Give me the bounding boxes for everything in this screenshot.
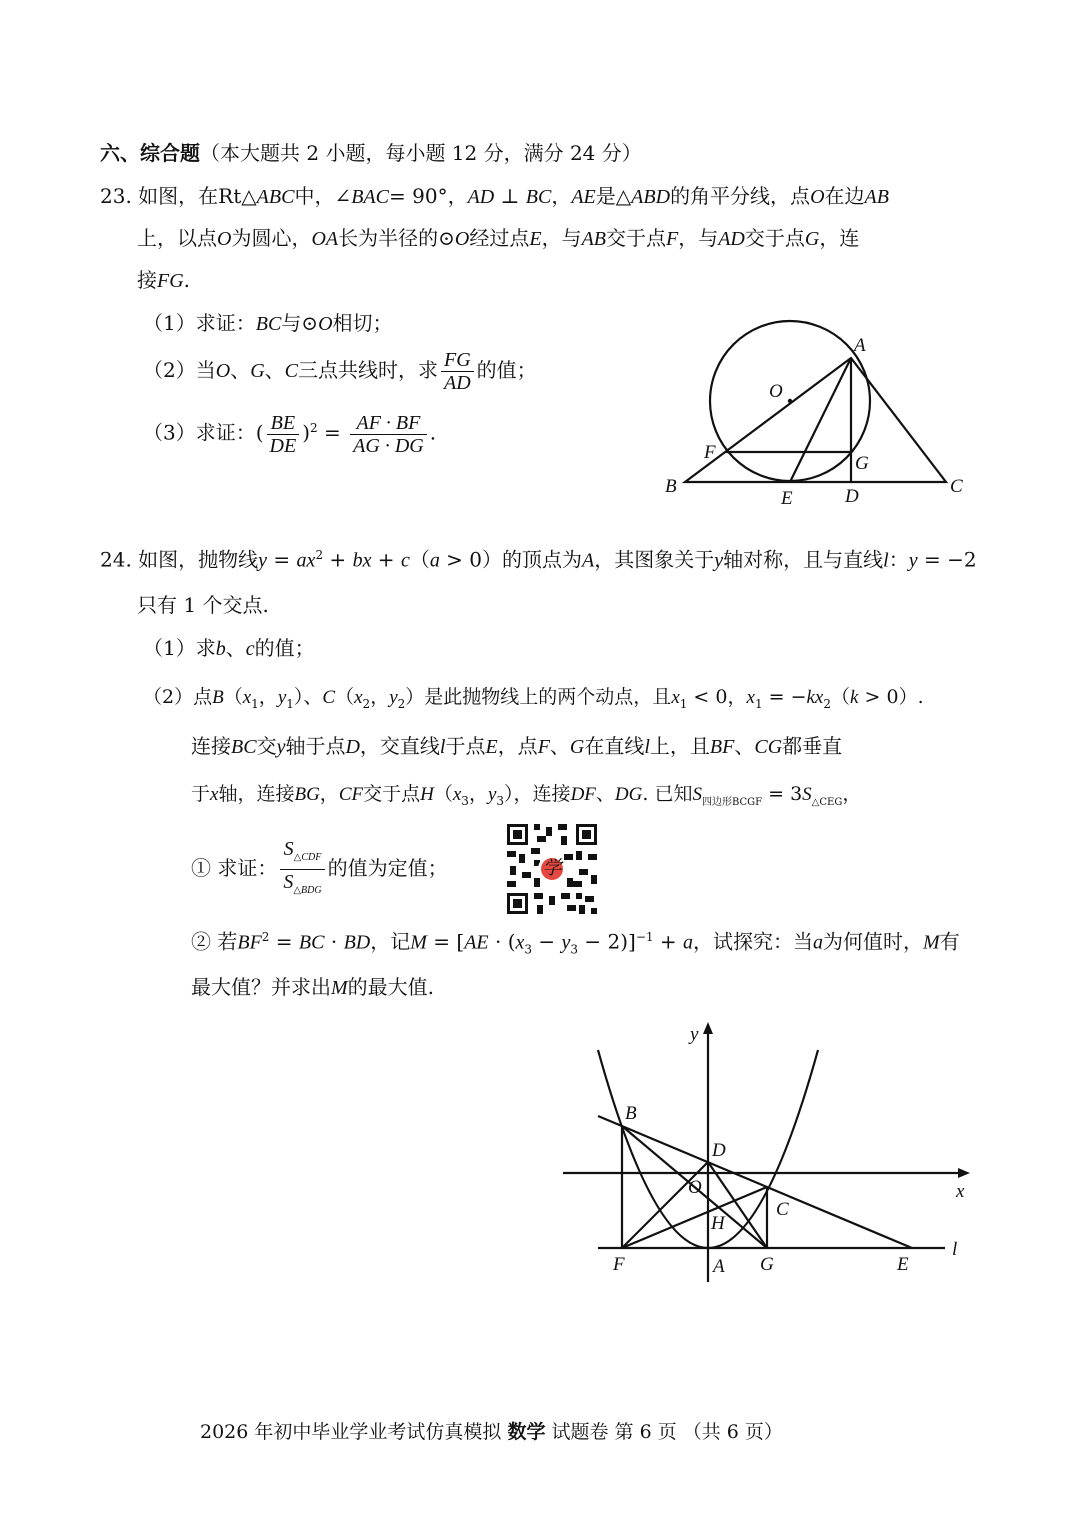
q24-subscript: 四边形BCGF <box>701 796 763 808</box>
q24-text: ： <box>888 547 909 572</box>
q24-text: ，连接 <box>513 783 571 805</box>
q23-text: = <box>317 420 348 445</box>
q24-var: S <box>283 838 294 860</box>
q23-var: C <box>284 360 298 382</box>
q24-var: BF <box>237 931 262 954</box>
label-b: B <box>665 476 677 497</box>
q24-subscript: 2 <box>397 696 406 711</box>
q24-text: 上，且 <box>649 734 710 758</box>
q24-var: y <box>258 549 268 572</box>
q24-number: 24. <box>100 547 132 572</box>
fraction-numerator <box>280 837 324 870</box>
q24-var: y <box>389 687 398 708</box>
label-y-axis: y <box>690 1024 699 1045</box>
fraction-numerator: AF · BF <box>350 412 427 435</box>
q24-var: c <box>400 549 410 572</box>
q24-var: E <box>485 736 498 758</box>
q23-var: O <box>810 186 825 208</box>
q23-var: BAC <box>351 186 389 208</box>
q24-text: + <box>653 929 684 954</box>
q24-text: ① 求证： <box>191 856 278 880</box>
q24-text: 的顶点为 <box>502 547 583 572</box>
q23-text: 经过点 <box>469 226 530 250</box>
q24-subscript: 2 <box>362 696 371 711</box>
q23-var: BC <box>255 313 282 335</box>
q24-text: 交 <box>256 734 277 758</box>
q23-text: 中， <box>294 184 335 208</box>
q24-var: kx <box>806 687 824 708</box>
q24-var: x <box>452 784 462 805</box>
q23-var: O <box>215 360 231 382</box>
line-be <box>598 1116 912 1248</box>
label-l: l <box>952 1239 958 1260</box>
q24-var: y <box>561 931 571 954</box>
q24-sub1 <box>191 837 448 902</box>
q24-subscript: 3 <box>461 793 469 808</box>
q24-var: S <box>283 871 294 893</box>
footer-exam-name: 2026 年初中毕业学业考试仿真模拟 <box>200 1421 502 1443</box>
q23-var: ABC <box>256 186 295 208</box>
label-f: F <box>613 1254 625 1275</box>
q24-var: x <box>242 687 252 708</box>
q23-text: 交于点 <box>606 226 666 250</box>
q24-text: （ <box>335 686 355 708</box>
q24-var: ax <box>296 549 316 572</box>
q23-text: ，连 <box>819 226 860 250</box>
q24-subscript: 3 <box>524 942 533 957</box>
q24-text: 、 <box>549 734 570 758</box>
q24-var: y <box>908 549 918 572</box>
q23-text: Rt <box>218 184 242 208</box>
q23-var: G <box>250 360 265 382</box>
q23-text: （1）求证： <box>143 311 256 335</box>
parabola <box>598 1050 818 1248</box>
q23-text: 的角平分线，点 <box>670 184 811 208</box>
q23-var: AD <box>467 186 495 208</box>
q23-text: ⊥ <box>500 184 520 208</box>
q23-line3 <box>137 268 190 293</box>
q24-var: BG <box>294 784 320 805</box>
q24-var: l <box>883 549 889 572</box>
triangle-abc <box>685 358 946 482</box>
q23-text: 三点共线时，求 <box>297 358 438 382</box>
q23-var: O <box>217 228 232 250</box>
q23-var: E <box>529 228 542 250</box>
label-f: F <box>704 442 716 463</box>
q24-text: 、 <box>734 734 755 758</box>
q24-part2-line2 <box>191 734 842 759</box>
fraction-denominator: DE <box>269 434 297 457</box>
q23-var: ABD <box>631 186 671 208</box>
q24-text: 、 <box>595 783 615 805</box>
q24-text: · ( <box>488 929 516 954</box>
q24-exponent: 2 <box>261 930 270 944</box>
q24-var: M <box>410 931 427 954</box>
q24-var: y <box>277 687 287 708</box>
q24-text: 有 <box>939 929 960 954</box>
q23-text: 上，以点 <box>137 226 217 250</box>
label-g: G <box>855 453 869 474</box>
footer-subject: 数学 <box>507 1421 546 1443</box>
q24-var: a <box>683 931 694 954</box>
q24-var: BD <box>343 931 371 954</box>
q24-subscript: 3 <box>496 793 505 808</box>
q23-var: G <box>804 228 820 250</box>
q23-text: （3）求证： <box>143 420 256 445</box>
q24-text: 如图，抛物线 <box>138 547 259 572</box>
q24-text: · <box>324 929 344 954</box>
q24-var: b <box>215 638 226 660</box>
q24-text: ， <box>842 783 862 805</box>
q24-text: ，交直线 <box>359 734 440 758</box>
label-o: O <box>769 381 783 402</box>
q23-text: 与⊙ <box>281 311 319 335</box>
q23-text: 为圆心， <box>231 226 312 250</box>
q23-number: 23. <box>100 184 132 208</box>
label-c: C <box>950 476 963 497</box>
q24-part2-line3 <box>191 782 861 815</box>
q24-var: x <box>210 784 219 805</box>
q23-text: ，与 <box>678 226 719 250</box>
q23-text: （2）当 <box>143 358 216 382</box>
q24-subscript: 1 <box>679 696 688 711</box>
q24-text: （ <box>433 783 453 805</box>
q24-text: − <box>532 929 562 954</box>
q24-text: ） <box>482 547 503 572</box>
label-x-axis: x <box>956 1181 965 1202</box>
q24-var: AE <box>464 931 489 954</box>
section-header <box>100 141 642 165</box>
segment-cf <box>622 1187 767 1248</box>
q23-text: 相切； <box>332 311 393 335</box>
q24-text: 轴对称，且与直线 <box>723 547 884 572</box>
label-g: G <box>760 1254 774 1275</box>
q24-text: − 2)] <box>578 929 636 954</box>
circle-o <box>710 321 870 481</box>
q24-line2 <box>137 593 269 617</box>
q24-text: ）、 <box>293 686 323 708</box>
q24-text: （ <box>831 686 851 708</box>
q23-part1 <box>143 311 393 336</box>
q23-exponent: 2 <box>310 421 318 435</box>
segment-df <box>622 1162 708 1248</box>
segment-bg <box>622 1126 767 1248</box>
q24-subscript: △CDF <box>293 852 322 863</box>
q24-text: . 已知 <box>642 783 693 805</box>
q24-var: l <box>439 736 446 758</box>
segment-dg <box>708 1162 767 1248</box>
q24-text: 的值为定值； <box>327 856 448 880</box>
fraction-numerator: BE <box>267 412 300 435</box>
label-b: B <box>625 1103 637 1124</box>
q24-var: x <box>671 687 680 708</box>
q24-text: （ <box>223 686 243 708</box>
q24-var: y <box>487 784 497 805</box>
q24-var: H <box>420 784 434 805</box>
q23-text: ( <box>255 420 264 445</box>
q24-text: 于 <box>191 783 211 805</box>
q24-var: x <box>746 687 755 708</box>
q23-text: 交于点 <box>744 226 805 250</box>
q24-text: ， <box>370 686 390 708</box>
q24-var: x <box>354 687 363 708</box>
q24-var: a <box>813 931 824 954</box>
q24-line1 <box>100 543 977 573</box>
q24-sub2-line2 <box>191 975 434 1000</box>
y-axis-arrow <box>703 1022 713 1034</box>
q24-text: 为何值时， <box>823 929 924 954</box>
q24-var: CG <box>754 736 783 758</box>
q24-var: BF <box>709 736 735 758</box>
q24-var: k <box>850 687 859 708</box>
q24-text: 轴于点 <box>285 734 346 758</box>
q24-text: 的最大值. <box>347 975 435 999</box>
q24-text: ，其图象关于 <box>594 547 715 572</box>
label-c: C <box>776 1199 789 1220</box>
q24-subscript: 1 <box>286 696 294 711</box>
q24-text: = <box>269 929 299 954</box>
q24-text: + <box>323 547 353 572</box>
center-dot-o <box>788 399 792 403</box>
q23-var: AD <box>718 228 745 250</box>
q23-var: FG <box>157 270 184 292</box>
q24-text: 是此抛物线上的两个动点，且 <box>424 686 672 708</box>
q24-var: B <box>212 687 224 708</box>
q23-var: F <box>666 228 679 250</box>
q23-text: 、 <box>230 358 251 382</box>
section-title: 六、综合题 <box>100 141 200 165</box>
q24-text: 都垂直 <box>782 734 843 758</box>
fraction-denominator: AG · DG <box>353 434 424 457</box>
q24-text: （1）求 <box>143 636 216 660</box>
q24-text: ，点 <box>497 734 538 758</box>
q23-text: 长为半径的⊙ <box>338 226 455 250</box>
label-h: H <box>711 1213 725 1234</box>
q24-var: x <box>515 931 525 954</box>
q24-var: F <box>537 736 550 758</box>
q24-var: C <box>322 687 336 708</box>
q24-var: M <box>331 977 348 999</box>
q24-var: bx <box>352 549 372 572</box>
label-d: D <box>845 486 859 507</box>
q24-exponent: −1 <box>635 930 654 944</box>
q24-text: 最大值？并求出 <box>191 975 331 999</box>
q24-var: c <box>245 638 255 660</box>
q24-text: = 3 <box>762 783 803 805</box>
q24-text: 交于点 <box>363 783 421 805</box>
q24-text: ） <box>405 686 425 708</box>
q23-var: AB <box>864 186 889 208</box>
q24-var: y <box>276 736 286 758</box>
q24-text: 连接 <box>191 734 231 758</box>
q24-text: 、 <box>225 636 246 660</box>
q24-var: l <box>644 736 650 758</box>
q24-text: 的值； <box>254 636 315 660</box>
q24-var: a <box>429 549 440 572</box>
q23-part2 <box>143 347 537 394</box>
q24-text: 于点 <box>445 734 486 758</box>
q23-text: 是△ <box>595 184 632 208</box>
q23-part3 <box>143 405 436 457</box>
q23-text: ∠ <box>334 184 352 208</box>
q24-subscript: 3 <box>570 942 579 957</box>
q23-text: 在边 <box>824 184 865 208</box>
q23-text: 接 <box>137 268 157 292</box>
q24-var: y <box>714 549 724 572</box>
q24-text: ② 若 <box>191 929 238 954</box>
q23-var: AB <box>581 228 606 250</box>
q23-var: AE <box>571 186 596 208</box>
q24-subscript: 1 <box>754 696 763 711</box>
q24-var: BC <box>298 931 325 954</box>
q24-text: = [ <box>426 929 465 954</box>
fraction-numerator: FG <box>441 349 474 372</box>
fraction-fg-ad <box>441 349 474 394</box>
q23-var: O <box>454 228 470 250</box>
q24-var: DF <box>570 784 596 805</box>
section-note: （本大题共 2 小题，每小题 12 分，满分 24 分） <box>200 141 642 165</box>
q24-text: ， <box>319 783 339 805</box>
q24-text: ） <box>504 783 514 805</box>
q24-var: D <box>345 736 360 758</box>
label-e: E <box>897 1254 909 1275</box>
q24-var: M <box>923 931 940 954</box>
label-o: O <box>688 1177 702 1198</box>
q23-var: BC <box>525 186 552 208</box>
fraction-af-bf <box>350 412 427 457</box>
q23-text: ) <box>302 420 311 445</box>
q24-text: + <box>371 547 401 572</box>
q23-text: ， <box>551 184 572 208</box>
q24-text: （ <box>409 547 430 572</box>
q24-text: > 0 <box>858 686 899 708</box>
q23-line1 <box>100 184 889 209</box>
q23-var: OA <box>311 228 339 250</box>
q24-text: ， <box>727 686 747 708</box>
label-d: D <box>712 1140 726 1161</box>
q24-text: ，试探究：当 <box>693 929 814 954</box>
q24-exponent: 2 <box>315 548 324 562</box>
fraction-area-ratio <box>280 837 324 902</box>
q24-var: A <box>582 549 595 572</box>
qr-code[interactable] <box>507 824 597 914</box>
q24-subscript: △CEG <box>811 796 843 808</box>
q24-subscript: 1 <box>251 696 259 711</box>
label-e: E <box>781 488 793 509</box>
segment-ae <box>790 358 851 482</box>
q23-text: = 90°， <box>389 184 468 208</box>
q23-text: 如图，在 <box>138 184 219 208</box>
q23-text: △ <box>241 184 257 208</box>
q23-line2 <box>137 226 859 251</box>
q24-part2-line1 <box>143 685 924 716</box>
q24-part1 <box>143 636 315 661</box>
q24-text: = <box>267 547 297 572</box>
q24-var: G <box>569 736 585 758</box>
q24-text: 轴，连接 <box>218 783 295 805</box>
q23-text: 的值； <box>476 358 537 382</box>
fraction-denominator: AD <box>443 372 471 394</box>
q23-text: . <box>183 268 191 292</box>
q23-text: ，与 <box>541 226 582 250</box>
q24-text: 只有 1 个交点. <box>137 593 269 617</box>
page-footer <box>200 1420 783 1444</box>
q24-text: = − <box>762 686 807 708</box>
label-a: A <box>713 1256 725 1277</box>
q24-text: ， <box>258 686 278 708</box>
q23-var: O <box>318 313 333 335</box>
q24-text: ）. <box>898 686 924 708</box>
q24-subscript: 2 <box>823 696 832 711</box>
q23-text: . <box>429 420 437 445</box>
label-a: A <box>854 335 866 356</box>
q24-text: ，记 <box>370 929 411 954</box>
q24-text: （2）点 <box>143 686 213 708</box>
q24-text: ， <box>468 783 488 805</box>
q24-var: S <box>692 784 702 805</box>
x-axis-arrow <box>958 1168 970 1178</box>
q24-var: BC <box>231 736 257 758</box>
q24-text: < 0 <box>687 686 728 708</box>
q24-text: 在直线 <box>584 734 645 758</box>
qr-badge-text: 学 <box>542 858 562 879</box>
q24-text: > 0 <box>439 547 483 572</box>
q24-var: S <box>802 784 812 805</box>
q23-text: 、 <box>264 358 285 382</box>
q24-sub2-line1 <box>191 925 960 962</box>
fraction-be-de <box>267 412 300 457</box>
fraction-denominator <box>280 870 324 902</box>
q24-var: DG <box>614 784 643 805</box>
q24-text: = −2 <box>917 547 977 572</box>
q24-subscript: △BDG <box>293 885 322 896</box>
q24-var: CF <box>338 784 364 805</box>
footer-page-number: 试题卷 第 6 页 （共 6 页） <box>551 1421 783 1443</box>
